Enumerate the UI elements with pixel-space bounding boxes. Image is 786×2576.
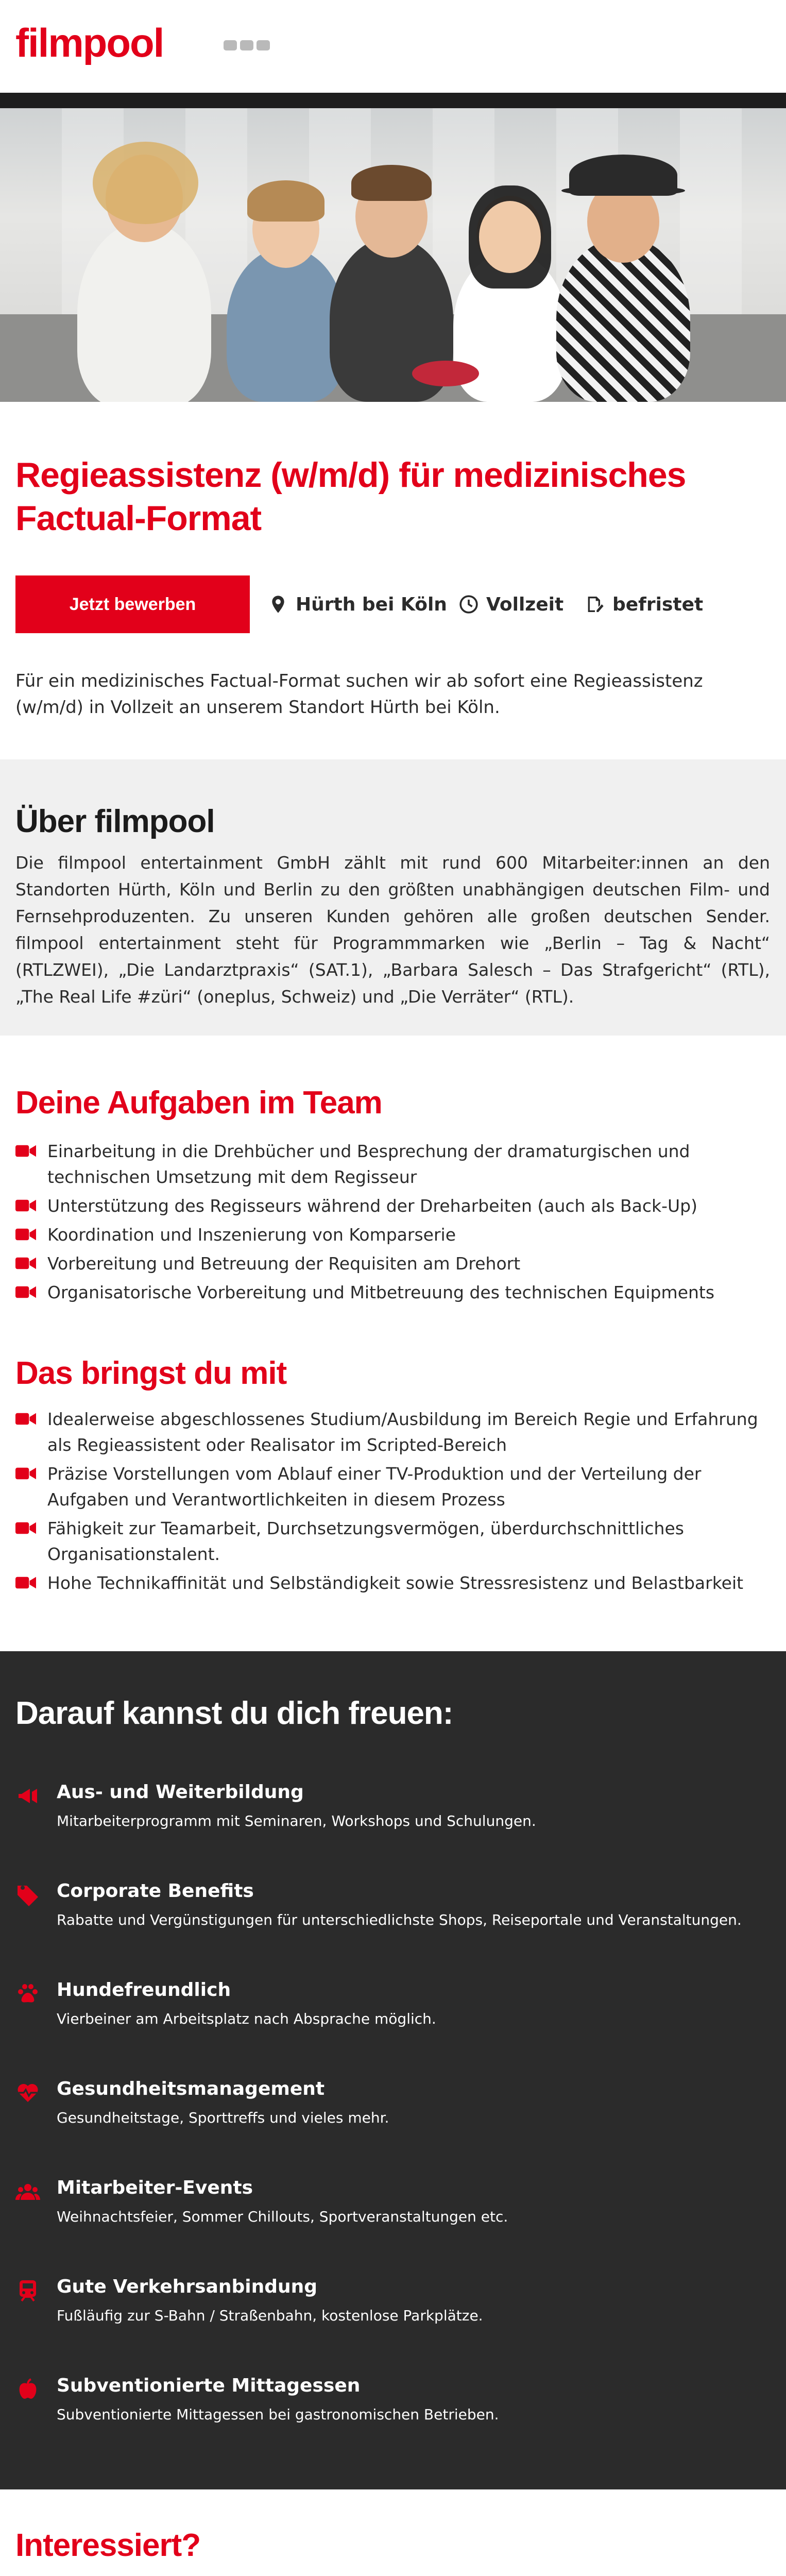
video-camera-icon: [15, 1256, 36, 1270]
location-text: Hürth bei Köln: [296, 594, 447, 615]
site-header: [0, 0, 786, 93]
paw-icon: [15, 1981, 40, 2006]
interested-title: Interessiert?: [15, 2528, 201, 2563]
time-text: Vollzeit: [486, 594, 564, 615]
about-text: Die filmpool entertainment GmbH zählt mit rund 600 Mitarbeiter:innen an den Standorten Hürth, Köln und Berlin zu den größten unabhängigen deutschen Film- und Fernsehproduzenten. Zu unseren Kunden gehören alle großen deutschen Sender. filmpool entertainment steht für Programmmarken wie „Berlin – Tag & Nacht“ (RTLZWEI), „Die Landarztpraxis“ (SAT.1), „Barbara Salesch – Das Strafgericht“ (RTL), „The Real Life #züri“ (oneplus, Schweiz) und „Die Verräter“ (RTL).: [15, 853, 770, 1007]
list-item: Präzise Vorstellungen vom Ablauf einer TV-Produktion und der Verteilung der Aufgaben und Verantwortlichkeiten in diesem Prozess: [15, 1461, 773, 1513]
list-item: Einarbeitung in die Drehbücher und Besprechung der dramaturgischen und technischen Umsetzung mit dem Regisseur: [15, 1139, 773, 1190]
list-item: Koordination und Inszenierung von Komparserie: [15, 1222, 773, 1248]
video-camera-icon: [15, 1412, 36, 1426]
tag-icon: [15, 1883, 40, 1907]
benefits-section: Darauf kannst du dich freuen: Aus- und Weiterbildung Mitarbeiterprogramm mit Seminaren, Workshops und Schulungen. Corporate Benefits Rabatte und Vergünstigungen für unterschiedlichste Shops, Reiseportale und Veranstaltungen. Hundefreundlich Vierbeiner am Arbeitsplatz nach Absprache möglich. Gesundheitsmanagement Gesundheitstage, Sporttreffs und vieles mehr. Mitarbeiter-Events Weihnachtsfeier, Sommer Chillouts, Sportveranstaltungen etc. Gute Verkehrsanbindung Fußläufig zur S-Bahn / Straßenbahn, kostenlose Parkplätze. Subventionierte Mittagessen Subventionierte Mittagessen bei gastronomischen Betrieben.: [0, 1651, 786, 2489]
list-item: Fähigkeit zur Teamarbeit, Durchsetzungsvermögen, überdurchschnittliches Organisationstalent.: [15, 1516, 773, 1567]
about-title: Über filmpool: [15, 804, 215, 839]
megaphone-icon: [15, 1784, 40, 1808]
tasks-list: [15, 1139, 773, 1309]
contract-icon: [585, 594, 605, 615]
video-camera-icon: [15, 1198, 36, 1213]
map-marker-icon: [268, 594, 288, 615]
users-icon: [15, 2179, 40, 2204]
contract-text: befristet: [612, 594, 704, 615]
list-item: Idealerweise abgeschlossenes Studium/Ausbildung im Bereich Regie und Erfahrung als Regieassistent oder Realisator im Scripted-Bereich: [15, 1406, 773, 1458]
list-item: Organisatorische Vorbereitung und Mitbetreuung des technischen Equipments: [15, 1280, 773, 1306]
job-intro: Für ein medizinisches Factual-Format suchen wir ab sofort eine Regieassistenz (w/m/d) in Vollzeit an unserem Standort Hürth bei Köln.: [15, 671, 703, 718]
benefits-title: Darauf kannst du dich freuen:: [15, 1696, 453, 1731]
about-section: [0, 759, 786, 1036]
video-camera-icon: [15, 1466, 36, 1481]
video-camera-icon: [15, 1575, 36, 1590]
requirements-title: Das bringst du mit: [15, 1355, 287, 1391]
requirements-list: [15, 1406, 773, 1599]
tasks-title: Deine Aufgaben im Team: [15, 1085, 382, 1121]
video-camera-icon: [15, 1521, 36, 1535]
job-title: Regieassistenz (w/m/d) für medizinisches Factual-Format: [15, 455, 686, 538]
heart-pulse-icon: [15, 2080, 40, 2105]
train-icon: [15, 2278, 40, 2303]
contract-meta: [585, 590, 703, 619]
video-camera-icon: [15, 1144, 36, 1158]
video-camera-icon: [15, 1227, 36, 1242]
time-meta: [458, 590, 563, 619]
filmpool-logo[interactable]: filmpool: [15, 20, 164, 65]
list-item: Vorbereitung und Betreuung der Requisiten am Drehort: [15, 1251, 773, 1277]
list-item: Unterstützung des Regisseurs während der Dreharbeiten (auch als Back-Up): [15, 1193, 773, 1219]
list-item: Hohe Technikaffinität und Selbständigkeit sowie Stressresistenz und Belastbarkeit: [15, 1570, 773, 1596]
apple-icon: [15, 2377, 40, 2402]
logo-dots-icon: [224, 40, 270, 50]
apply-button-top[interactable]: Jetzt bewerben: [15, 575, 250, 633]
hero-image: [0, 93, 786, 402]
video-camera-icon: [15, 1285, 36, 1299]
clock-icon: [458, 594, 479, 615]
location-meta: [268, 590, 447, 619]
